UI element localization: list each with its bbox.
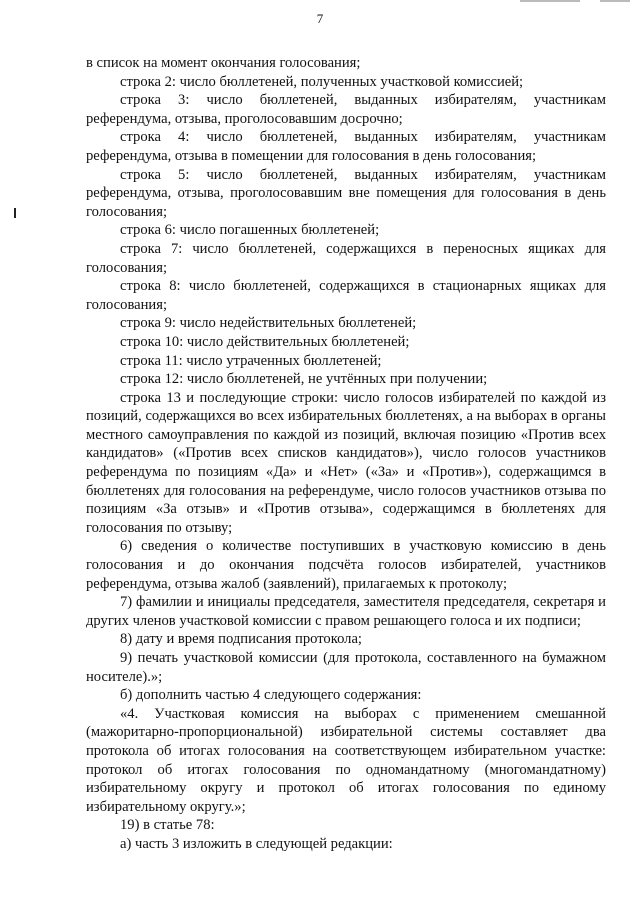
paragraph: 9) печать участковой комиссии (для протокола, составленного на бумажном носителе).»; bbox=[86, 650, 606, 685]
paragraph: строка 2: число бюллетеней, полученных участковой комиссией; bbox=[120, 73, 524, 90]
document-body bbox=[86, 54, 606, 854]
paragraph: строка 8: число бюллетеней, содержащихся в стационарных ящиках для голосования; bbox=[86, 278, 606, 313]
paragraph: строка 11: число утраченных бюллетеней; bbox=[120, 352, 382, 369]
paragraph: строка 13 и последующие строки: число голосов избирателей по каждой из позиций, содержащихся во всех избирательных бюллетенях, а на выборах в органы местного самоуправления по каждой из позиций, включая позицию «Против всех кандидатов» («Против всех списков кандидатов»), число голосов участников референдума по позициям «Да» и «Нет» («За» и «Против»), содержащимся в бюллетенях для голосования на референдуме, число голосов участников отзыва по позициям «За отзыв» и «Против отзыва», содержащимся в бюллетенях для голосования по отзыву; bbox=[86, 389, 606, 536]
paragraph: строка 12: число бюллетеней, не учтённых при получении; bbox=[120, 371, 488, 388]
paragraph: «4. Участковая комиссия на выборах с применением смешанной (мажоритарно-пропорциональной) избирательной системы составляет два протокола об итогах голосования на соответствующем избирательном участке: протокол об итогах голосования по одномандатному (многомандатному) избирательному округу и протокол об итогах голосования по единому избирательному округу.»; bbox=[86, 705, 606, 815]
paragraph: 6) сведения о количестве поступивших в участковую комиссию в день голосования и до окончания подсчёта голосов избирателей, участников референдума, отзыва жалоб (заявлений), прилагаемых к протоколу; bbox=[86, 538, 606, 592]
paragraph: строка 6: число погашенных бюллетеней; bbox=[120, 222, 380, 239]
page-number: 7 bbox=[316, 11, 324, 26]
paragraph: 7) фамилии и инициалы председателя, заместителя председателя, секретаря и других членов участковой комиссии с правом решающего голоса и их подписи; bbox=[86, 594, 606, 629]
paragraph: в список на момент окончания голосования; bbox=[86, 55, 361, 71]
paragraph: а) часть 3 изложить в следующей редакции: bbox=[120, 835, 393, 852]
scan-mark-left bbox=[14, 208, 16, 218]
paragraph: строка 3: число бюллетеней, выданных избирателям, участникам референдума, отзыва, проголосовавшим досрочно; bbox=[86, 92, 606, 127]
paragraph: строка 7: число бюллетеней, содержащихся в переносных ящиках для голосования; bbox=[86, 240, 606, 276]
paragraph: строка 10: число действительных бюллетеней; bbox=[120, 333, 410, 350]
paragraph: 8) дату и время подписания протокола; bbox=[120, 631, 362, 648]
paragraph: строка 5: число бюллетеней, выданных избирателям, участникам референдума, отзыва, проголосовавшим вне помещения для голосования в день голосования; bbox=[86, 166, 606, 220]
scan-mark-top-right bbox=[520, 0, 580, 2]
paragraph: 19) в статье 78: bbox=[120, 817, 215, 834]
paragraph: строка 4: число бюллетеней, выданных избирателям, участникам референдума, отзыва в помещении для голосования в день голосования; bbox=[86, 129, 606, 164]
paragraph: строка 9: число недействительных бюллетеней; bbox=[120, 315, 417, 332]
paragraph: б) дополнить частью 4 следующего содержания: bbox=[120, 687, 422, 704]
scan-mark-top-right-2 bbox=[600, 0, 630, 2]
